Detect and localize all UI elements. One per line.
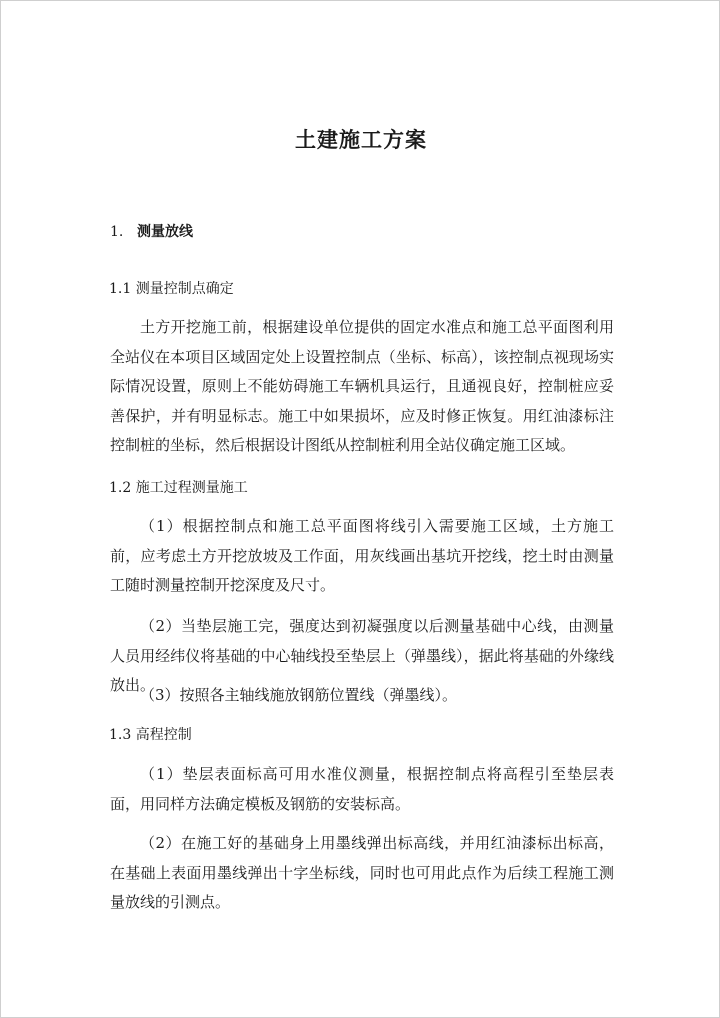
- paragraph-1-2-1: （1）根据控制点和施工总平面图将线引入需要施工区域，土方施工前，应考虑土方开挖放坡及工作面，用灰线画出基坑开挖线，挖土时由测量工随时测量控制开挖深度及尺寸。: [110, 517, 614, 594]
- paragraph-1-2-3: （3）按照各主轴线施放钢筋位置线（弹墨线）。: [140, 686, 458, 704]
- paragraph-1-1: 土方开挖施工前，根据建设单位提供的固定水准点和施工总平面图利用全站仪在本项目区域固定处上设置控制点（坐标、标高），该控制点视现场实际情况设置，原则上不能妨碍施工车辆机具运行，且通视良好，控制桩应妥善保护，并有明显标志。施工中如果损坏，应及时修正恢复。用红油漆标注控制桩的坐标，然后根据设计图纸从控制桩利用全站仪确定施工区域。: [110, 318, 614, 454]
- paragraph-1-3-1: （1）垫层表面标高可用水准仪测量，根据控制点将高程引至垫层表面，用同样方法确定模板及钢筋的安装标高。: [110, 765, 614, 813]
- paragraph-1-3-2: （2）在施工好的基础身上用墨线弹出标高线，并用红油漆标出标高，在基础上表面用墨线弹出十字坐标线，同时也可用此点作为后续工程施工测量放线的引测点。: [110, 834, 614, 911]
- section-title: 测量放线: [137, 224, 193, 240]
- subsection-heading-1-1: 1.1 测量控制点确定: [109, 281, 234, 297]
- section-heading-1: [110, 221, 193, 241]
- subsection-heading-1-2: 1.2 施工过程测量施工: [109, 480, 248, 496]
- paragraph-1-2-2: （2）当垫层施工完，强度达到初凝强度以后测量基础中心线，由测量人员用经纬仪将基础的中心轴线投至垫层上（弹墨线），据此将基础的外缘线放出。: [110, 617, 614, 694]
- page-title: 土建施工方案: [295, 127, 427, 152]
- section-number: 1.: [110, 224, 124, 240]
- subsection-heading-1-3: 1.3 高程控制: [109, 727, 192, 743]
